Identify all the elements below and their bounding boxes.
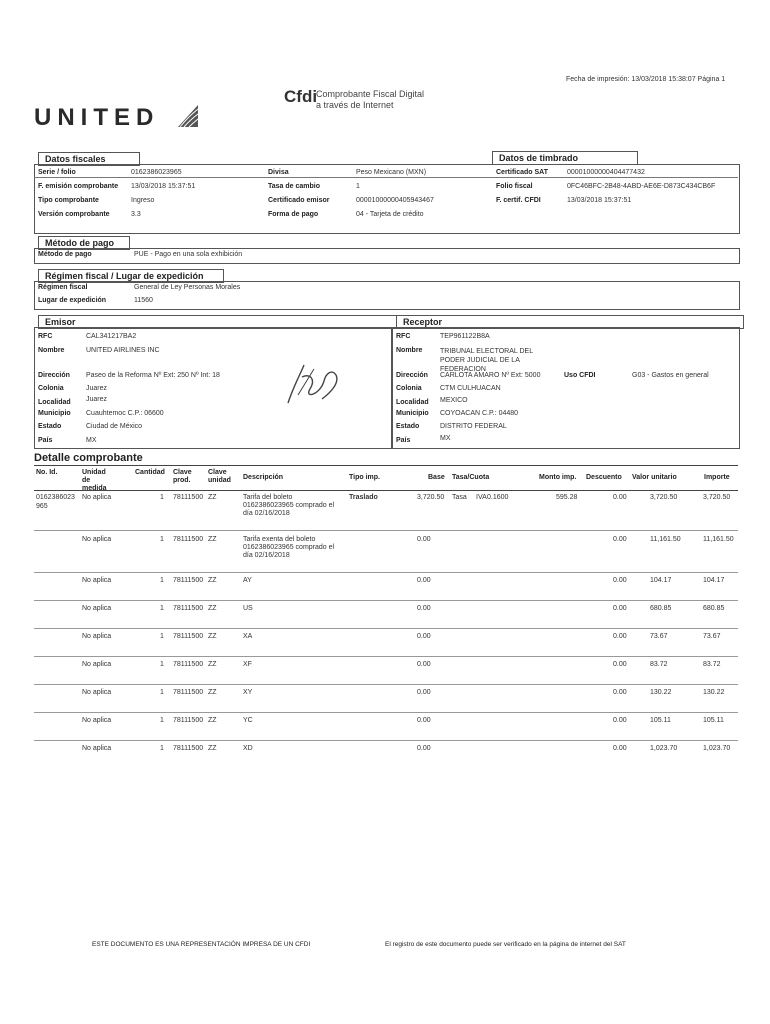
receptor-nombre-line3: FEDERACION xyxy=(440,366,486,373)
regimen-value: General de Ley Personas Morales xyxy=(134,284,241,291)
emisor-municipio-value: Cuauhtemoc C.P.: 06600 xyxy=(86,410,164,417)
row-iva: IVA xyxy=(476,494,487,501)
row-importe: 1,023.70 xyxy=(703,745,731,752)
receptor-direccion-label: Dirección xyxy=(396,372,428,379)
emisor-nombre-value: UNITED AIRLINES INC xyxy=(86,347,160,354)
row-cantidad: 1 xyxy=(160,745,164,752)
row-cantidad: 1 xyxy=(160,633,164,640)
emisor-colonia-label: Colonia xyxy=(38,385,64,392)
row-cantidad: 1 xyxy=(160,689,164,696)
row-description: AY xyxy=(243,577,252,584)
col-clave-prod-2: prod. xyxy=(173,477,191,484)
col-base: Base xyxy=(428,474,445,481)
metodo-header: Método de pago xyxy=(38,236,130,250)
footer-right: El registro de este documento puede ser verificado en la página de internet del SAT xyxy=(385,941,626,948)
receptor-municipio-label: Municipio xyxy=(396,410,429,417)
row-cuota: 0.1600 xyxy=(487,494,509,501)
col-importe: Importe xyxy=(704,474,730,481)
receptor-estado-label: Estado xyxy=(396,423,420,430)
united-globe-icon xyxy=(176,103,200,129)
emisor-estado-value: Ciudad de México xyxy=(86,423,143,430)
row-description: US xyxy=(243,605,253,612)
version-value: 3.3 xyxy=(131,211,141,218)
row-clave-unidad: ZZ xyxy=(208,633,217,640)
divisa-label: Divisa xyxy=(268,169,289,176)
emisor-header: Emisor xyxy=(38,315,398,329)
row-unidad: No aplica xyxy=(82,717,112,724)
row-description: 0162386023965 comprado el xyxy=(243,544,335,551)
row-valor: 73.67 xyxy=(650,633,668,640)
forma-pago-label: Forma de pago xyxy=(268,211,319,218)
row-descuento: 0.00 xyxy=(613,745,627,752)
row-divider xyxy=(34,712,738,713)
row-divider xyxy=(34,740,738,741)
row-cantidad: 1 xyxy=(160,717,164,724)
emisor-colonia-value: Juarez xyxy=(86,385,108,392)
detalle-header-rule xyxy=(34,490,738,491)
tasa-cambio-label: Tasa de cambio xyxy=(268,183,321,190)
row-description: día 02/16/2018 xyxy=(243,552,290,559)
row-descuento: 0.00 xyxy=(613,577,627,584)
col-valor: Valor unitario xyxy=(632,474,677,481)
row-base: 0.00 xyxy=(417,633,431,640)
row-unidad: No aplica xyxy=(82,745,112,752)
receptor-estado-value: DISTRITO FEDERAL xyxy=(440,423,507,430)
row-base: 0.00 xyxy=(417,536,431,543)
row-base: 3,720.50 xyxy=(417,494,445,501)
receptor-header: Receptor xyxy=(396,315,744,329)
row-valor: 105.11 xyxy=(650,717,671,724)
metodo-value: PUE - Pago en una sola exhibición xyxy=(134,251,243,258)
row-valor: 11,161.50 xyxy=(650,536,681,543)
lugar-label: Lugar de expedición xyxy=(38,297,107,304)
col-clave-prod-1: Clave xyxy=(173,469,192,476)
col-unidad-3: medida xyxy=(82,485,107,492)
receptor-nombre-line1: TRIBUNAL ELECTORAL DEL xyxy=(440,348,534,355)
col-clave-prod xyxy=(173,469,192,485)
row-no-id-1: 0162386023 xyxy=(36,494,75,501)
emisor-pais-label: País xyxy=(38,437,53,444)
row-description: XA xyxy=(243,633,253,640)
emisor-pais-value: MX xyxy=(86,437,97,444)
row-descuento: 0.00 xyxy=(613,605,627,612)
cert-emisor-label: Certificado emisor xyxy=(268,197,330,204)
row-clave-unidad: ZZ xyxy=(208,745,217,752)
row-unidad: No aplica xyxy=(82,689,112,696)
row-base: 0.00 xyxy=(417,605,431,612)
row-tasa: Tasa xyxy=(452,494,467,501)
datos-fiscales-header: Datos fiscales xyxy=(38,152,140,166)
row-valor: 3,720.50 xyxy=(650,494,678,501)
row-cantidad: 1 xyxy=(160,536,164,543)
forma-pago-value: 04 - Tarjeta de crédito xyxy=(356,211,424,218)
row-cantidad: 1 xyxy=(160,605,164,612)
row-importe: 83.72 xyxy=(703,661,721,668)
row-clave-unidad: ZZ xyxy=(208,536,217,543)
row-cantidad: 1 xyxy=(160,661,164,668)
col-descripcion: Descripción xyxy=(243,474,284,481)
row-unidad: No aplica xyxy=(82,577,112,584)
serie-value: 0162386023965 xyxy=(131,169,182,176)
receptor-localidad-value: MEXICO xyxy=(440,397,468,404)
row-unidad: No aplica xyxy=(82,494,112,501)
uso-cfdi-label: Uso CFDI xyxy=(564,372,596,379)
row-clave-prod: 78111500 xyxy=(173,745,204,752)
row-descuento: 0.00 xyxy=(613,661,627,668)
row-clave-prod: 78111500 xyxy=(173,633,204,640)
regimen-label: Régimen fiscal xyxy=(38,284,88,291)
row-cantidad: 1 xyxy=(160,494,164,501)
row-valor: 1,023.70 xyxy=(650,745,678,752)
row-divider xyxy=(34,656,738,657)
row-base: 0.00 xyxy=(417,717,431,724)
footer-left: ESTE DOCUMENTO ES UNA REPRESENTACIÓN IMPRESA DE UN CFDI xyxy=(92,941,311,948)
row-clave-prod: 78111500 xyxy=(173,689,204,696)
united-logo-text: UNITED xyxy=(34,104,160,131)
row-divider xyxy=(34,628,738,629)
col-unidad xyxy=(82,469,107,493)
cfdi-subtitle-line2: a través de Internet xyxy=(316,100,394,110)
row-valor: 83.72 xyxy=(650,661,668,668)
emisor-estado-label: Estado xyxy=(38,423,62,430)
col-unidad-2: de xyxy=(82,477,91,484)
row-clave-unidad: ZZ xyxy=(208,717,217,724)
emisor-direccion-label: Dirección xyxy=(38,372,70,379)
metodo-label: Método de pago xyxy=(38,251,92,258)
row-divider xyxy=(34,530,738,531)
row-importe: 680.85 xyxy=(703,605,725,612)
col-tasa: Tasa/Cuota xyxy=(452,474,490,481)
row-base: 0.00 xyxy=(417,689,431,696)
row-base: 0.00 xyxy=(417,661,431,668)
folio-fiscal-label: Folio fiscal xyxy=(496,183,533,190)
row-importe: 73.67 xyxy=(703,633,721,640)
row-clave-unidad: ZZ xyxy=(208,689,217,696)
row-description: XF xyxy=(243,661,252,668)
row-descuento: 0.00 xyxy=(613,494,627,501)
row-description: XD xyxy=(243,745,253,752)
row-divider xyxy=(34,684,738,685)
receptor-rfc-value: TEP961122B8A xyxy=(440,333,490,340)
row-importe: 105.11 xyxy=(703,717,724,724)
receptor-nombre-value xyxy=(440,347,533,374)
col-monto: Monto imp. xyxy=(539,474,577,481)
emisor-localidad-value: Juarez xyxy=(86,396,108,403)
row-descuento: 0.00 xyxy=(613,633,627,640)
divider xyxy=(34,177,738,178)
fcert-label: F. certif. CFDI xyxy=(496,197,541,204)
row-clave-unidad: ZZ xyxy=(208,494,217,501)
cfdi-title: Cfdi xyxy=(284,87,318,106)
receptor-pais-value: MX xyxy=(440,435,451,442)
row-importe: 130.22 xyxy=(703,689,725,696)
row-clave-unidad: ZZ xyxy=(208,605,217,612)
tipo-value: Ingreso xyxy=(131,197,155,204)
row-clave-prod: 78111500 xyxy=(173,717,204,724)
row-divider xyxy=(34,572,738,573)
emisor-nombre-label: Nombre xyxy=(38,347,65,354)
receptor-nombre-line2: PODER JUDICIAL DE LA xyxy=(440,357,520,364)
detalle-top-rule xyxy=(34,465,738,466)
col-clave-unidad xyxy=(208,469,231,485)
row-clave-unidad: ZZ xyxy=(208,577,217,584)
receptor-colonia-value: CTM CULHUACAN xyxy=(440,385,501,392)
col-no-id: No. Id. xyxy=(36,469,58,476)
receptor-nombre-label: Nombre xyxy=(396,347,423,354)
col-clave-unidad-2: unidad xyxy=(208,477,231,484)
receptor-direccion-value: CARLOTA AMARO Nº Ext: 5000 xyxy=(440,372,541,379)
row-clave-prod: 78111500 xyxy=(173,661,204,668)
row-clave-prod: 78111500 xyxy=(173,605,204,612)
receptor-municipio-value: COYOACAN C.P.: 04480 xyxy=(440,410,519,417)
col-tipo-imp: Tipo imp. xyxy=(349,474,380,481)
cfdi-subtitle-line1: Comprobante Fiscal Digital xyxy=(316,89,425,99)
row-description: XY xyxy=(243,689,253,696)
col-cantidad: Cantidad xyxy=(135,469,165,476)
row-descuento: 0.00 xyxy=(613,717,627,724)
emisor-localidad-label: Localidad xyxy=(38,399,71,406)
row-unidad: No aplica xyxy=(82,605,112,612)
receptor-pais-label: País xyxy=(396,437,411,444)
datos-timbrado-header: Datos de timbrado xyxy=(492,151,638,165)
row-description: Tarifa exenta del boleto xyxy=(243,536,316,543)
cert-sat-value: 00001000000404477432 xyxy=(567,169,645,176)
row-valor: 104.17 xyxy=(650,577,672,584)
receptor-localidad-label: Localidad xyxy=(396,399,429,406)
row-cantidad: 1 xyxy=(160,577,164,584)
col-unidad-1: Unidad xyxy=(82,469,106,476)
row-monto: 595.28 xyxy=(556,494,578,501)
row-unidad: No aplica xyxy=(82,661,112,668)
emision-label: F. emisión comprobante xyxy=(38,183,119,190)
row-clave-prod: 78111500 xyxy=(173,494,204,501)
row-clave-prod: 78111500 xyxy=(173,577,204,584)
row-clave-unidad: ZZ xyxy=(208,661,217,668)
emision-value: 13/03/2018 15:37:51 xyxy=(131,183,196,190)
row-description: 0162386023965 comprado el xyxy=(243,502,335,509)
row-tipo: Traslado xyxy=(349,494,378,501)
row-valor: 680.85 xyxy=(650,605,672,612)
row-no-id-2: 965 xyxy=(36,503,48,510)
row-unidad: No aplica xyxy=(82,536,112,543)
row-valor: 130.22 xyxy=(650,689,672,696)
regimen-header: Régimen fiscal / Lugar de expedición xyxy=(38,269,224,283)
tipo-label: Tipo comprobante xyxy=(38,197,99,204)
detalle-header: Detalle comprobante xyxy=(34,452,143,464)
receptor-rfc-label: RFC xyxy=(396,333,411,340)
row-importe: 3,720.50 xyxy=(703,494,731,501)
print-info: Fecha de impresión: 13/03/2018 15:38:07 Página 1 xyxy=(566,76,726,83)
folio-fiscal-value: 0FC46BFC-2B48-4ABD-AE6E-D873C434CB6F xyxy=(567,183,716,190)
row-importe: 11,161.50 xyxy=(703,536,734,543)
row-descuento: 0.00 xyxy=(613,689,627,696)
col-clave-unidad-1: Clave xyxy=(208,469,227,476)
version-label: Versión comprobante xyxy=(38,211,110,218)
uso-cfdi-value: G03 - Gastos en general xyxy=(632,372,709,379)
cert-emisor-value: 00001000000405943467 xyxy=(356,197,434,204)
row-divider xyxy=(34,600,738,601)
col-descuento: Descuento xyxy=(586,474,622,481)
fcert-value: 13/03/2018 15:37:51 xyxy=(567,197,632,204)
receptor-colonia-label: Colonia xyxy=(396,385,422,392)
row-unidad: No aplica xyxy=(82,633,112,640)
emisor-municipio-label: Municipio xyxy=(38,410,71,417)
lugar-value: 11560 xyxy=(134,297,153,304)
row-clave-prod: 78111500 xyxy=(173,536,204,543)
serie-label: Serie / folio xyxy=(38,169,76,176)
emisor-direccion-value: Paseo de la Reforma Nº Ext: 250 Nº Int: 18 xyxy=(86,372,220,379)
row-description: día 02/16/2018 xyxy=(243,510,290,517)
emisor-rfc-value: CAL341217BA2 xyxy=(86,333,137,340)
handwritten-signature xyxy=(280,355,350,415)
cert-sat-label: Certificado SAT xyxy=(496,169,548,176)
emisor-rfc-label: RFC xyxy=(38,333,53,340)
row-description: YC xyxy=(243,717,253,724)
divisa-value: Peso Mexicano (MXN) xyxy=(356,169,427,176)
row-descuento: 0.00 xyxy=(613,536,627,543)
row-importe: 104.17 xyxy=(703,577,725,584)
cfdi-subtitle xyxy=(316,89,424,111)
row-base: 0.00 xyxy=(417,745,431,752)
row-base: 0.00 xyxy=(417,577,431,584)
row-description: Tarifa del boleto xyxy=(243,494,293,501)
tasa-cambio-value: 1 xyxy=(356,183,360,190)
